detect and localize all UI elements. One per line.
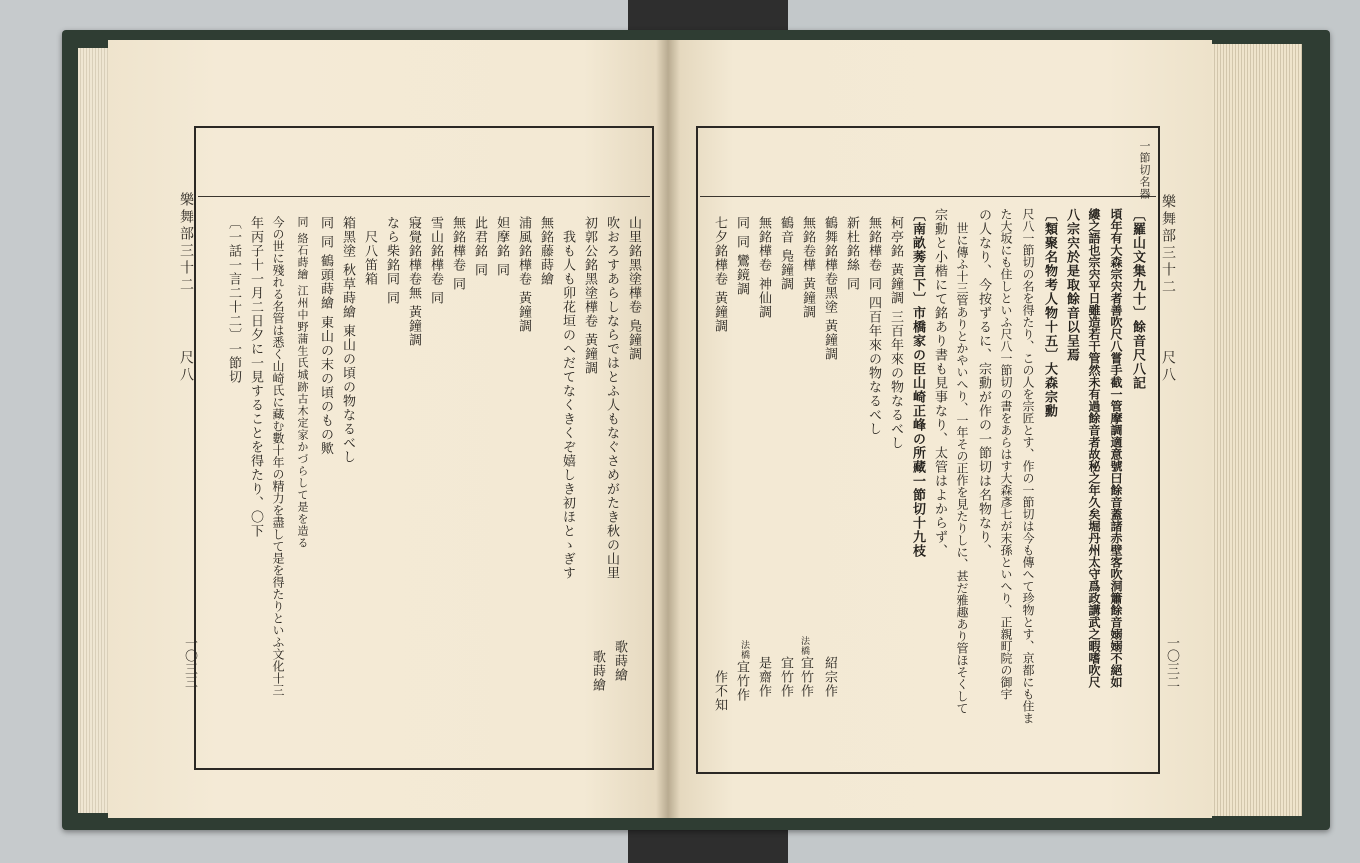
text-column: 無銘卷樺 黃鐘調: [800, 216, 815, 320]
text-column: 〔羅山文集九十〕餘音尺八記: [1130, 208, 1145, 390]
text-column: 寢覺銘樺卷無 黃鐘調: [406, 216, 421, 348]
text-column: 無銘樺卷 同 四百年來の物なるべし: [866, 216, 881, 437]
book-gutter: [656, 40, 680, 818]
attribution-label: 歌蒔繪: [590, 650, 605, 692]
page-edges-right: [1206, 44, 1302, 816]
text-column: 鶴舞銘樺卷黑塗 黃鐘調: [822, 216, 837, 362]
text-column: 今の世に殘れる名管は悉く山崎氏に藏む數十年の精力を盡して是を得たりといふ文化十三: [271, 216, 285, 696]
left-page: [108, 40, 668, 818]
text-column: 〔一話一言二十二〕一節切: [226, 216, 241, 384]
attribution-label: 紹宗作: [822, 656, 837, 698]
text-column: 此君銘 同: [472, 216, 487, 278]
text-column: 無銘藤蒔繪: [538, 216, 553, 286]
text-column: 我も人も卯花垣のへだてなくきくぞ嬉しき初ほとゝぎす: [560, 230, 575, 580]
text-column: 山里銘黑塗樺卷 鳬鐘調: [626, 216, 641, 362]
text-column: 無銘樺卷 神仙調: [756, 216, 771, 320]
text-column: 八宗宍於是取餘音以呈焉: [1064, 208, 1079, 362]
text-column: の人なり、今按ずるに、宗勳が作の一節切は名物なり、: [976, 208, 991, 558]
right-page: [668, 40, 1212, 818]
text-column: 吹おろすあらしならではとふ人もなぐさめがたき秋の山里: [604, 216, 619, 580]
text-column: 尺八笛箱: [362, 230, 377, 286]
section-title: 尺八: [178, 350, 194, 384]
text-column: 縷之語也宗宍平日雖造若干管然未有過餘音者故秘之年久矣堀丹州太守爲政講武之暇嗜吹尺: [1087, 208, 1101, 688]
attribution-title: 法橋: [739, 640, 749, 660]
section-title: 尺八: [1160, 350, 1176, 384]
text-column: 尺八一節切の名を得たり、この人を宗匠とす、作の一節切は今も傳へて珍物とす、京都にも住ま: [1021, 208, 1035, 724]
header-rule: [198, 196, 650, 197]
text-column: 同 同 鶴頭蒔繪 東山の末の頃のもの歟: [318, 216, 333, 456]
running-title: 樂舞部三十二: [1160, 194, 1176, 296]
text-column: 無銘樺卷 同: [450, 216, 465, 292]
text-column: 世に傳ふ十三管ありとかやいへり、一年その正作を見たりしに、甚だ雅趣あり管ほそくして: [955, 222, 969, 714]
text-column: 雪山銘樺卷 同: [428, 216, 443, 306]
text-column: た大坂にも住しといふ尺八一節切の書をあらはす大森彥七が末孫といへり、正親町院の御宇: [999, 208, 1013, 700]
text-column: 同 同 鸞鏡調: [734, 216, 749, 297]
page-edges-left: [78, 48, 112, 813]
attribution-title: 法橋: [799, 636, 809, 656]
attribution-label: 歌蒔繪: [612, 640, 627, 682]
text-column: 柯亭銘 黃鐘調 三百年來の物なるべし: [888, 216, 903, 451]
text-column: 〔類聚名物考人物十五〕大森宗勳: [1042, 208, 1057, 418]
page-number: 一〇三二: [1164, 636, 1179, 688]
text-column: なら柴銘同 同: [384, 216, 399, 306]
text-column: 年丙子十一月二日夕に一見することを得たり、〇下: [248, 216, 263, 538]
page-number: 一〇三三: [182, 636, 197, 688]
text-column: 鶴音 鳬鐘調: [778, 216, 793, 292]
text-column: 同 絡石蒔繪 江州中野蒲生氏城跡古木定家かづらして是を造る: [296, 216, 309, 549]
header-rule: [700, 196, 1156, 197]
attribution-label: 是齋作: [756, 656, 771, 698]
attribution-label: 宜竹作: [778, 656, 793, 698]
text-column: 浦風銘樺卷 黃鐘調: [516, 216, 531, 334]
text-column: 宗勳と小楷にて銘あり書も見事なり、太管はよからず、: [932, 208, 947, 558]
text-column: 七夕銘樺卷 黃鐘調: [712, 216, 727, 334]
text-column: 頃年有大森宗宍者善吹尺八嘗手截一管摩調適意號曰餘音蓋諸赤壁客吹洞簫餘音嫋嫋不絕如: [1109, 208, 1123, 688]
header-tab: 一節切名器: [1138, 140, 1151, 200]
attribution-label: 宜竹作: [734, 660, 749, 702]
attribution-label: 宜竹作: [798, 656, 813, 698]
text-column: 箱黑塗 秋草蒔繪 東山の頃の物なるべし: [340, 216, 355, 465]
text-column: 新杜銘絲 同: [844, 216, 859, 292]
text-column: 妲摩銘 同: [494, 216, 509, 278]
attribution-label: 作不知: [712, 670, 727, 712]
text-column: 初郭公銘黑塗樺卷 黃鐘調: [582, 216, 597, 376]
running-title: 樂舞部三十二: [178, 192, 194, 294]
text-column: 〔南畝莠言下〕市橋家の臣山崎正峰の所藏一節切十九枝: [910, 208, 925, 558]
